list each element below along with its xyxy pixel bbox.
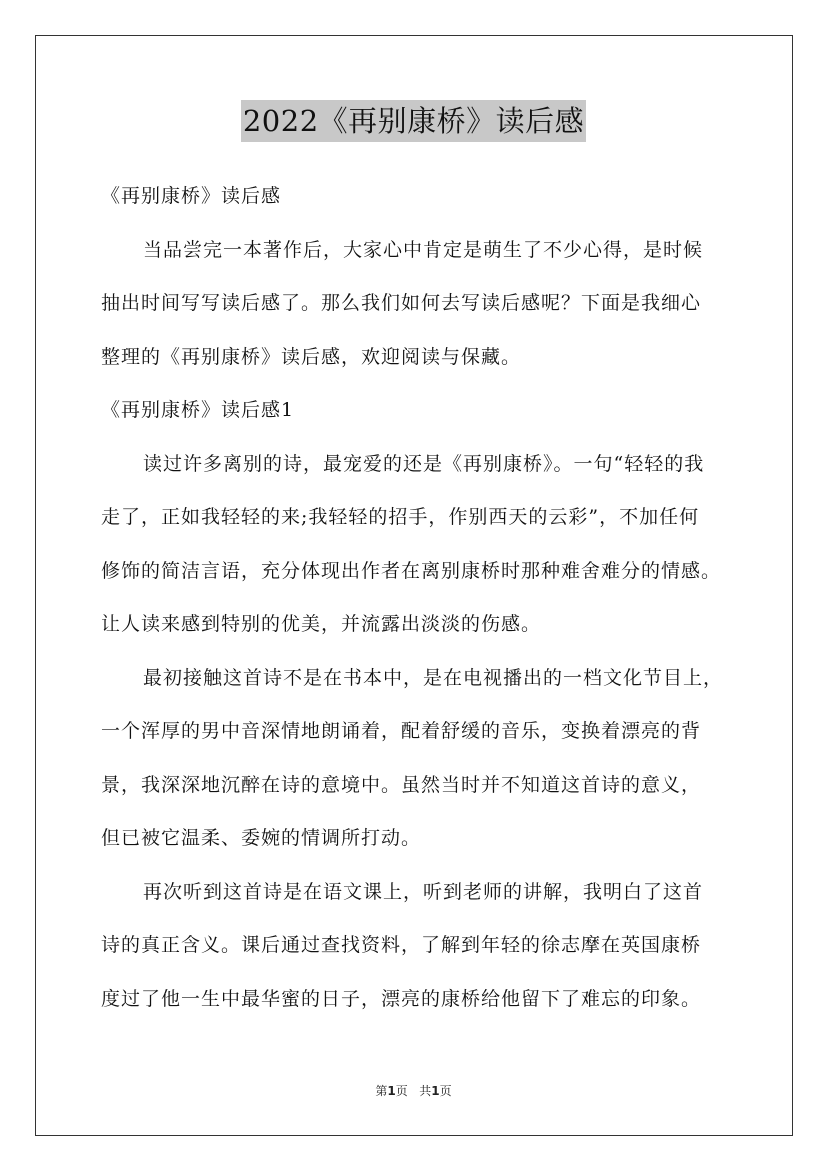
section-heading: 《再别康桥》读后感1: [101, 399, 295, 421]
paragraph-line: 抽出时间写写读后感了。那么我们如何去写读后感呢？下面是我细心: [101, 292, 702, 314]
paragraph-line: 当品尝完一本著作后，大家心中肯定是萌生了不少心得，是时候: [143, 238, 704, 261]
page-number: 1: [387, 1084, 396, 1098]
section-heading: 《再别康桥》读后感: [101, 185, 282, 207]
total-pages: 1: [431, 1084, 440, 1098]
page-suffix: 页: [395, 1084, 408, 1098]
document-title: 2022《再别康桥》读后感: [241, 100, 586, 142]
paragraph-line: 走了，正如我轻轻的来;我轻轻的招手，作别西天的云彩”，不加任何: [101, 506, 700, 528]
paragraph-line: 最初接触这首诗不是在书本中，是在电视播出的一档文化节目上，: [143, 666, 724, 689]
paragraph-line: 诗的真正含义。课后通过查找资料，了解到年轻的徐志摩在英国康桥: [101, 934, 702, 956]
page-prefix: 第: [375, 1084, 388, 1098]
paragraph-line: 读过许多离别的诗，最宠爱的还是《再别康桥》。一句“轻轻的我: [143, 452, 705, 475]
paragraph-line: 修饰的简洁言语，充分体现出作者在离别康桥时那种难舍难分的情感。: [101, 559, 722, 582]
total-suffix: 页: [439, 1084, 452, 1098]
paragraph-line: 一个浑厚的男中音深情地朗诵着，配着舒缓的音乐，变换着漂亮的背: [101, 720, 702, 742]
document-body: [101, 170, 751, 1026]
paragraph-line: 再次听到这首诗是在语文课上，听到老师的讲解，我明白了这首: [143, 880, 704, 903]
total-prefix: 共: [419, 1084, 432, 1098]
paragraph-line: 让人读来感到特别的优美，并流露出淡淡的伤感。: [101, 613, 542, 635]
paragraph-line: 整理的《再别康桥》读后感，欢迎阅读与保藏。: [101, 345, 522, 368]
page-footer: [0, 1083, 827, 1099]
paragraph-line: 景，我深深地沉醉在诗的意境中。虽然当时并不知道这首诗的意义，: [101, 773, 702, 796]
title-block: [0, 100, 827, 142]
paragraph-line: 但已被它温柔、委婉的情调所打动。: [101, 827, 422, 849]
paragraph-line: 度过了他一生中最华蜜的日子，漂亮的康桥给他留下了难忘的印象。: [101, 987, 702, 1010]
